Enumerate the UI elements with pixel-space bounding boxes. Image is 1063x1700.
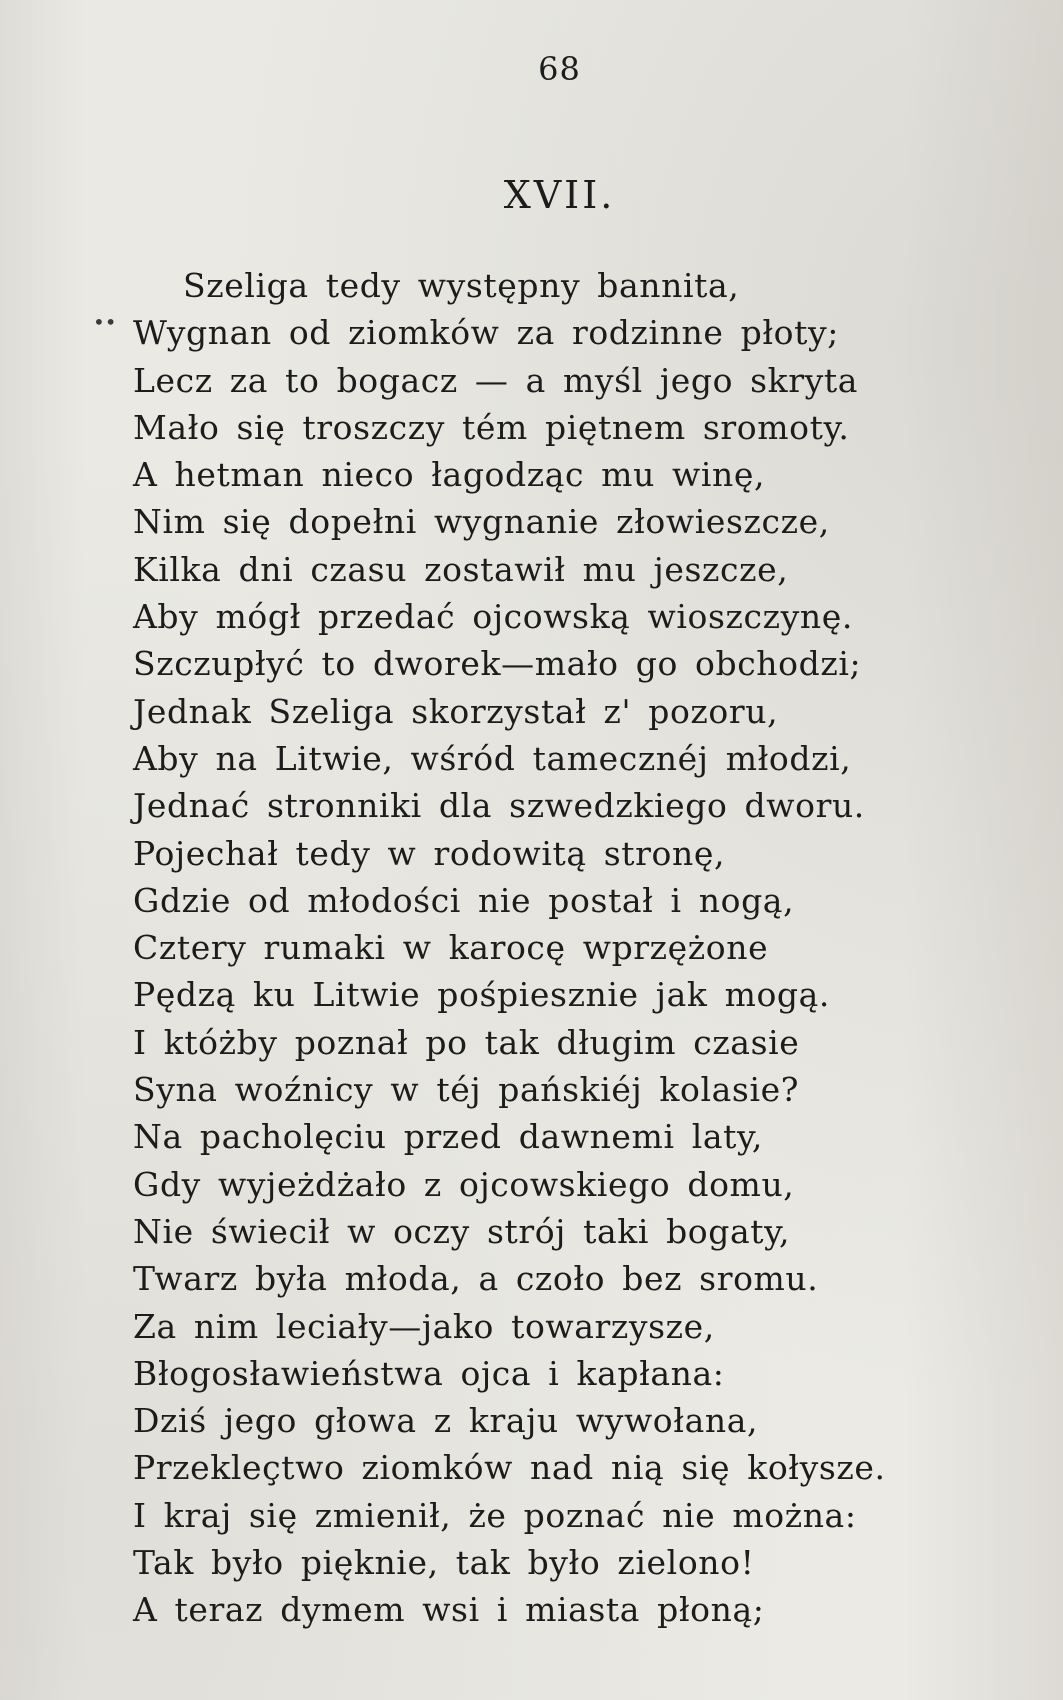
verse-line: Pojechał tedy w rodowitą stronę, xyxy=(133,833,726,873)
verse-line: Kilka dni czasu zostawił mu jeszcze, xyxy=(133,549,789,589)
verse-line: Za nim leciały—jako towarzysze, xyxy=(133,1306,715,1346)
verse-line: Gdzie od młodości nie postał i nogą, xyxy=(133,880,795,920)
verse-line: Twarz była młoda, a czoło bez sromu. xyxy=(133,1259,819,1299)
verse-line: Syna woźnicy w téj pańskiéj kolasie? xyxy=(133,1070,800,1110)
verse-line: Błogosławieństwa ojca i kapłana: xyxy=(133,1353,725,1393)
verse-line: Aby mógł przedać ojcowską wioszczynę. xyxy=(133,597,853,637)
verse-line: I któżby poznał po tak długim czasie xyxy=(133,1022,800,1062)
page-number: 68 xyxy=(538,50,581,88)
verse-line: I kraj się zmienił, że poznać nie można: xyxy=(133,1495,857,1535)
verse-line: A teraz dymem wsi i miasta płoną; xyxy=(133,1590,765,1630)
verse-line: Jednak Szeliga skorzystał z' pozoru, xyxy=(133,691,779,731)
verse-line: A hetman nieco łagodząc mu winę, xyxy=(133,455,766,495)
verse-line: Gdy wyjeżdżało z ojcowskiego domu, xyxy=(133,1164,795,1204)
verse-line: Nim się dopełni wygnanie złowieszcze, xyxy=(133,502,830,542)
poem-text xyxy=(133,262,933,1634)
verse-line: Szeliga tedy występny bannita, xyxy=(183,266,740,305)
verse-line: Jednać stronniki dla szwedzkiego dworu. xyxy=(133,786,865,826)
verse-line: Tak było pięknie, tak było zielono! xyxy=(133,1543,755,1583)
margin-mark: •• xyxy=(93,310,117,334)
verse-line: Nie świecił w oczy strój taki bogaty, xyxy=(133,1211,791,1251)
verse-line: Szczupłyć to dworek—mało go obchodzi; xyxy=(133,644,862,684)
verse-line: Na pacholęciu przed dawnemi laty, xyxy=(133,1117,763,1157)
verse-line: Aby na Litwie, wśród tamecznéj młodzi, xyxy=(133,738,852,778)
verse-line: Dziś jego głowa z kraju wywołana, xyxy=(133,1401,759,1441)
verse-line: Przekleçtwo ziomków nad nią się kołysze. xyxy=(133,1448,886,1488)
verse-line: Pędzą ku Litwie pośpiesznie jak mogą. xyxy=(133,975,831,1015)
verse-line: Wygnan od ziomków za rodzinne płoty; xyxy=(133,313,839,353)
verse-line: Lecz za to bogacz — a myśl jego skryta xyxy=(133,360,859,400)
verse-line: Mało się troszczy tém piętnem sromoty. xyxy=(133,407,850,447)
verse-line: Cztery rumaki w karocę wprzężone xyxy=(133,928,769,968)
section-title: XVII. xyxy=(503,173,616,217)
